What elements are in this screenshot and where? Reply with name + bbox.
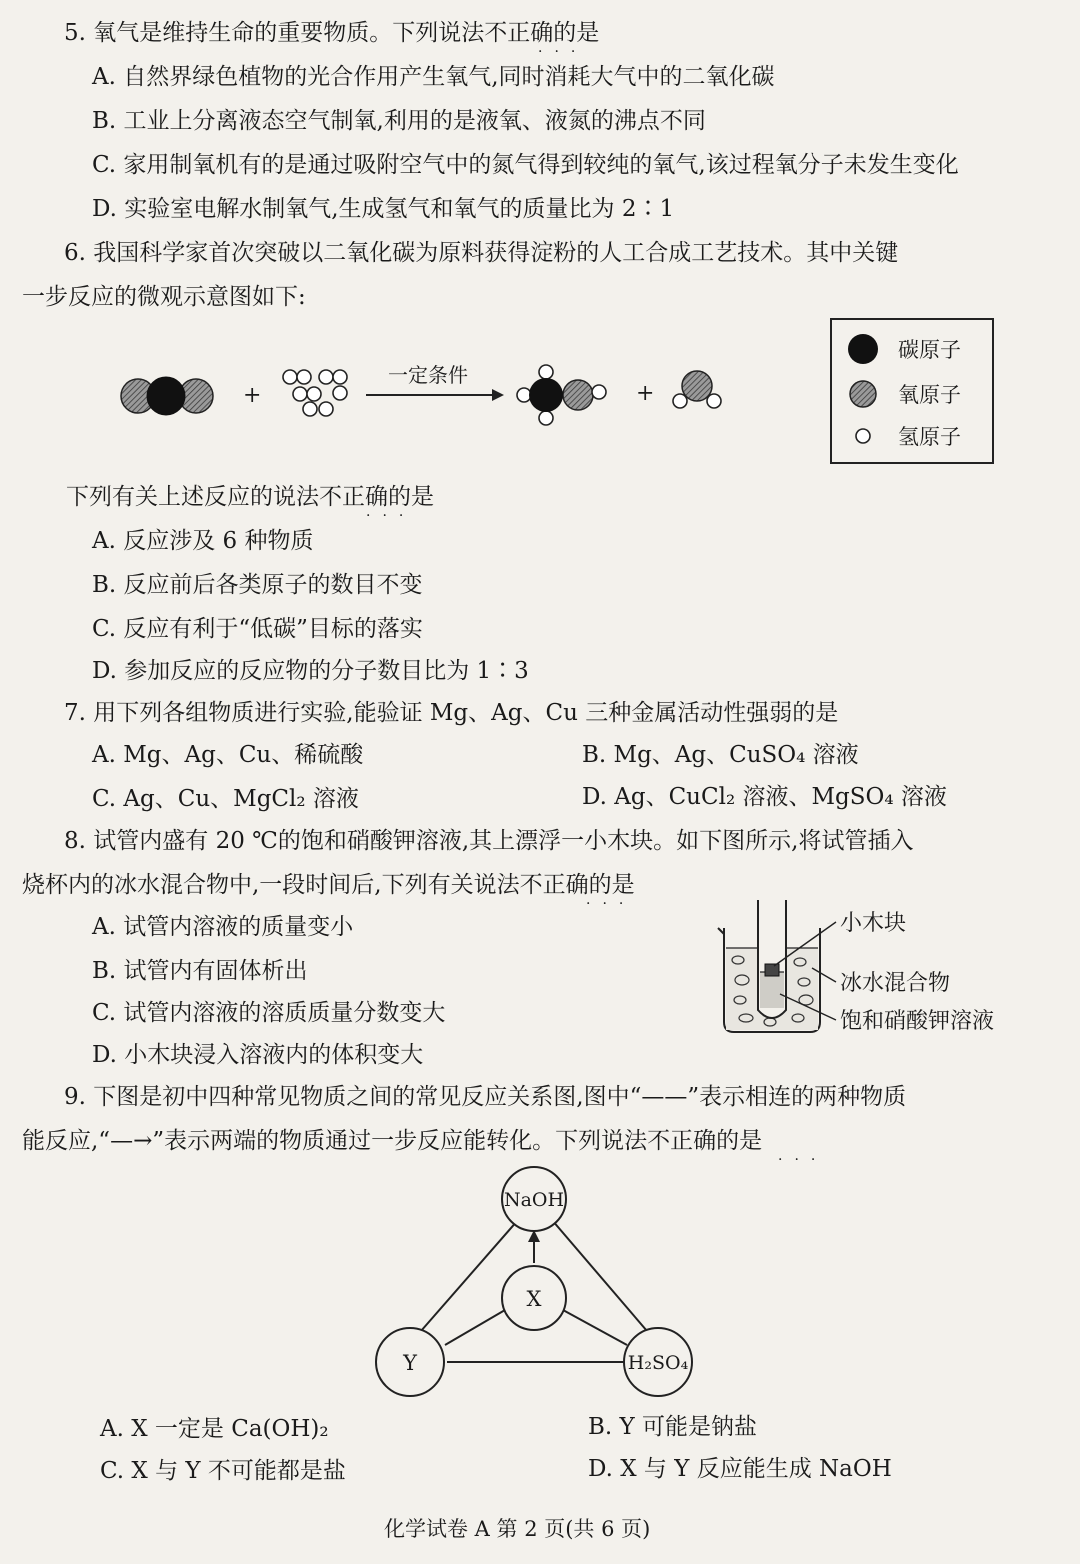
- q8-option-d: D. 小木块浸入溶液内的体积变大: [92, 1042, 424, 1068]
- arrow-x-to-naoh: [528, 1230, 540, 1242]
- plus-sign-2: +: [636, 381, 655, 406]
- q5-option-b: B. 工业上分离液态空气制氧,利用的是液氧、液氮的沸点不同: [92, 108, 706, 134]
- q7-option-d: D. Ag、CuCl₂ 溶液、MgSO₄ 溶液: [582, 784, 947, 810]
- emphasis-dots: ···: [778, 1152, 828, 1168]
- methanol-molecule: [517, 365, 606, 425]
- legend-carbon: 碳原子: [898, 338, 961, 362]
- q6-option-c: C. 反应有利于“低碳”目标的落实: [92, 616, 423, 642]
- q5-option-c: C. 家用制氧机有的是通过吸附空气中的氮气得到较纯的氧气,该过程氧分子未发生变化: [92, 152, 959, 178]
- h2-molecules: [283, 370, 347, 416]
- carbon-atom-swatch: [848, 334, 878, 364]
- node-x: X: [526, 1287, 542, 1311]
- node-naoh: NaOH: [503, 1189, 565, 1211]
- q6-option-d: D. 参加反应的反应物的分子数目比为 1∶3: [92, 658, 529, 684]
- q6-option-b: B. 反应前后各类原子的数目不变: [92, 572, 423, 598]
- plus-sign-1: +: [243, 383, 262, 408]
- water-molecule: [673, 371, 721, 408]
- q6-stem-line2: 一步反应的微观示意图如下:: [22, 284, 306, 310]
- q7-option-a: A. Mg、Ag、Cu、稀硫酸: [92, 742, 364, 768]
- q7-stem: 7. 用下列各组物质进行实验,能验证 Mg、Ag、Cu 三种金属活动性强弱的是: [64, 700, 839, 726]
- q6-question: 下列有关上述反应的说法不正确的是: [66, 484, 434, 510]
- page-footer: 化学试卷 A 第 2 页(共 6 页): [384, 1517, 651, 1541]
- label-ice-water: 冰水混合物: [840, 971, 951, 996]
- q9-option-a: A. X 一定是 Ca(OH)₂: [100, 1416, 329, 1442]
- q9-option-b: B. Y 可能是钠盐: [588, 1414, 758, 1440]
- emphasis-dots: ···: [538, 44, 588, 60]
- q6-option-a: A. 反应涉及 6 种物质: [92, 528, 314, 554]
- q8-option-a: A. 试管内溶液的质量变小: [92, 914, 354, 940]
- node-h2so4: H₂SO₄: [627, 1352, 689, 1374]
- emphasis-dots: ···: [586, 896, 636, 912]
- legend-oxygen: 氧原子: [898, 383, 961, 407]
- q5-stem: 5. 氧气是维持生命的重要物质。下列说法不正确的是: [64, 20, 600, 46]
- q8-option-c: C. 试管内溶液的溶质质量分数变大: [92, 1000, 446, 1026]
- q9-option-d: D. X 与 Y 反应能生成 NaOH: [588, 1456, 892, 1482]
- q7-option-b: B. Mg、Ag、CuSO₄ 溶液: [582, 742, 859, 768]
- emphasis-dots: ···: [366, 508, 416, 524]
- reaction-arrow: [366, 389, 504, 401]
- q9-stem-line1: 9. 下图是初中四种常见物质之间的常见反应关系图,图中“——”表示相连的两种物质: [64, 1084, 907, 1110]
- q7-option-c: C. Ag、Cu、MgCl₂ 溶液: [92, 786, 359, 812]
- legend-hydrogen: 氢原子: [898, 425, 961, 449]
- q5-option-a: A. 自然界绿色植物的光合作用产生氧气,同时消耗大气中的二氧化碳: [92, 64, 775, 90]
- label-wood-block: 小木块: [840, 911, 907, 936]
- node-y: Y: [403, 1351, 417, 1375]
- hydrogen-atom-swatch: [856, 429, 870, 443]
- reaction-condition: 一定条件: [388, 363, 468, 387]
- q9-option-c: C. X 与 Y 不可能都是盐: [100, 1458, 346, 1484]
- q8-stem-line2: 烧杯内的冰水混合物中,一段时间后,下列有关说法不正确的是: [22, 872, 635, 898]
- q5-option-d: D. 实验室电解水制氧气,生成氢气和氧气的质量比为 2∶1: [92, 196, 675, 222]
- q8-stem-line1: 8. 试管内盛有 20 ℃的饱和硝酸钾溶液,其上漂浮一小木块。如下图所示,将试管插入: [64, 828, 914, 854]
- q8-option-b: B. 试管内有固体析出: [92, 958, 308, 984]
- label-kno3-solution: 饱和硝酸钾溶液: [840, 1009, 995, 1034]
- oxygen-atom-swatch: [850, 381, 876, 407]
- q9-stem-line2: 能反应,“—→”表示两端的物质通过一步反应能转化。下列说法不正确的是: [22, 1128, 763, 1154]
- co2-molecule: [121, 377, 213, 415]
- q6-stem-line1: 6. 我国科学家首次突破以二氧化碳为原料获得淀粉的人工合成工艺技术。其中关键: [64, 240, 899, 266]
- beaker-diagram: [718, 900, 836, 1032]
- wood-block: [765, 964, 779, 976]
